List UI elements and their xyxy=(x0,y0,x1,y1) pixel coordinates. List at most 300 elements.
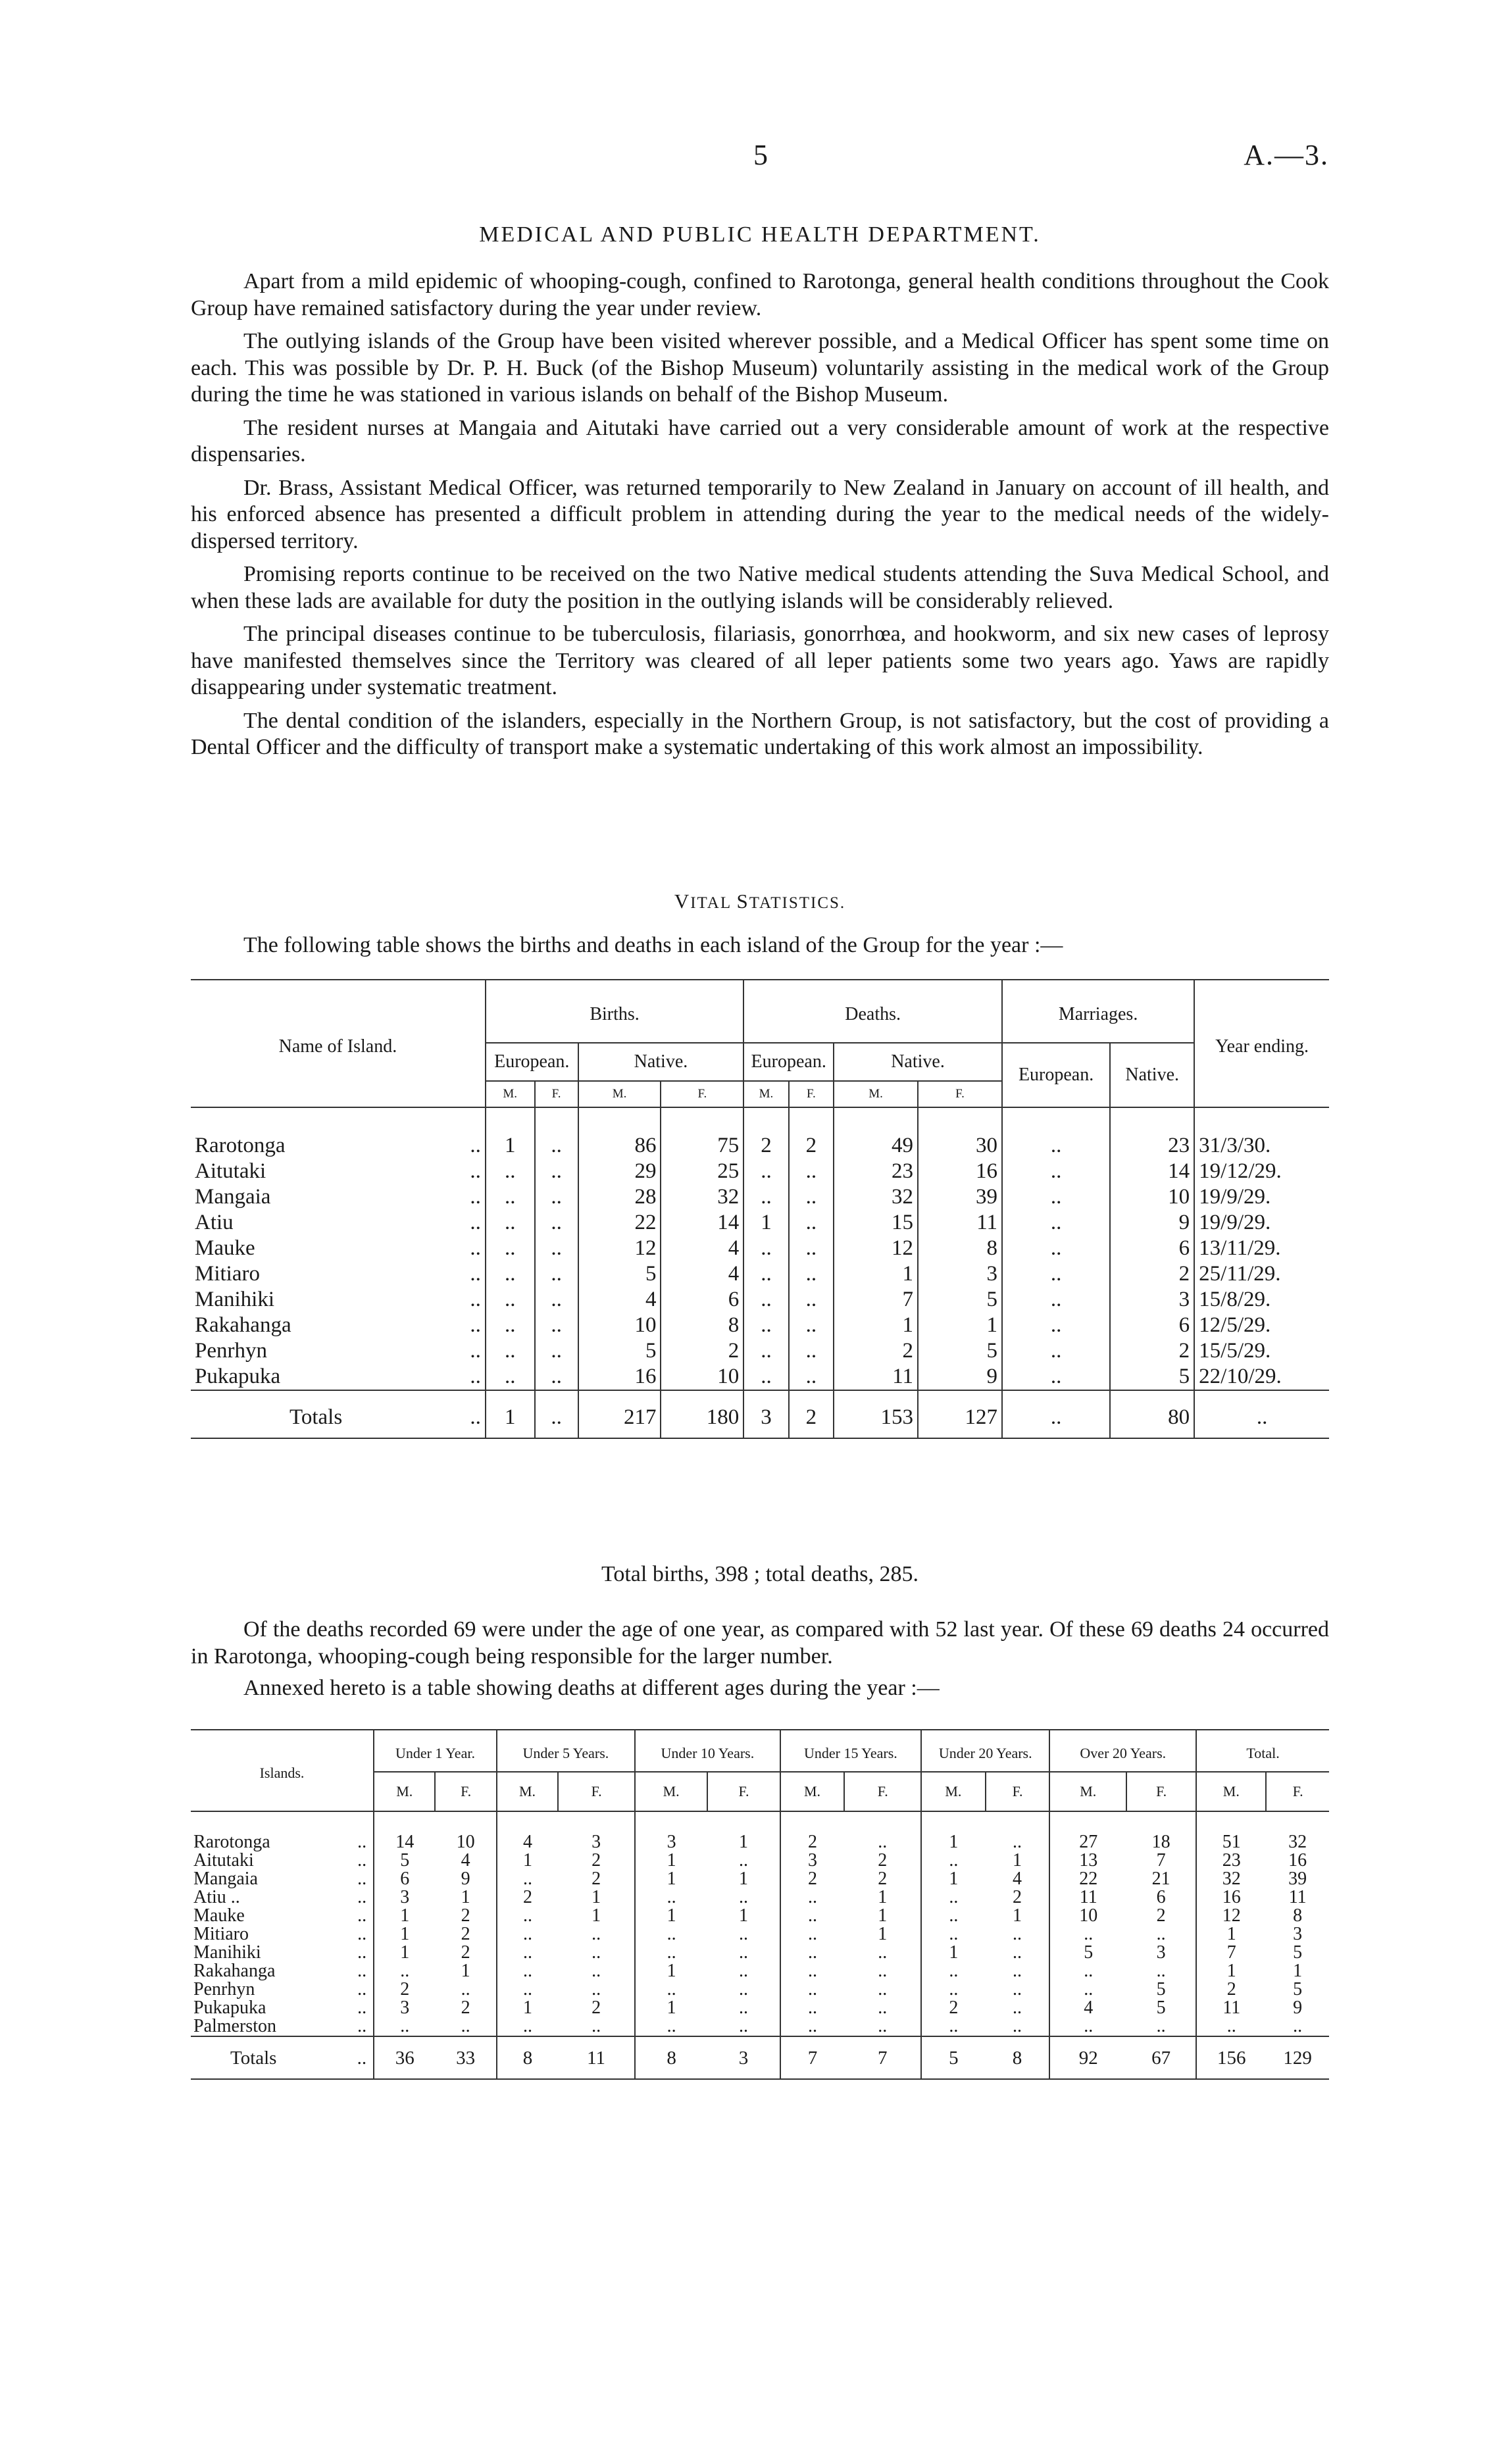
cell: .. xyxy=(789,1210,834,1236)
cell: .. xyxy=(921,1925,986,1944)
cell: .. xyxy=(1002,1236,1110,1261)
cell: 25/11/29. xyxy=(1194,1261,1329,1287)
cell: .. xyxy=(535,1210,578,1236)
cell: .. xyxy=(1013,1832,1022,1852)
cell: .. xyxy=(591,1942,601,1963)
table-row xyxy=(191,1980,1329,1999)
island-name: Mauke .. xyxy=(193,1905,367,1926)
cell: .. xyxy=(1002,1338,1110,1364)
cell: .. xyxy=(1002,1159,1110,1184)
col-deaths-european: European. xyxy=(743,1043,834,1081)
cell: .. xyxy=(486,1364,535,1390)
col-age-group: Under 15 Years. xyxy=(780,1730,921,1772)
cell: .. xyxy=(878,1961,888,1981)
table-row xyxy=(191,1364,1329,1390)
heading-initial: S xyxy=(736,890,749,913)
cell: .. xyxy=(497,1907,558,1925)
cell: .. xyxy=(878,2016,888,2036)
col-m: M. xyxy=(497,1772,558,1811)
col-births: Births. xyxy=(486,980,743,1043)
cell: .. xyxy=(739,2016,749,2036)
cell: 16 xyxy=(918,1159,1002,1184)
cell: .. xyxy=(743,1261,788,1287)
cell: 3 xyxy=(738,2048,749,2069)
cell: 21 xyxy=(1151,1869,1170,1889)
cell: 4 xyxy=(661,1236,743,1261)
cell: 39 xyxy=(1288,1869,1307,1889)
cell: 11 xyxy=(1288,1887,1307,1907)
vital-intro: The following table shows the births and deaths in each island of the Group for the year :— xyxy=(243,933,1063,957)
col-births-european: European. xyxy=(486,1043,578,1081)
col-m: M. xyxy=(921,1772,986,1811)
cell: .. xyxy=(921,1851,986,1870)
cell: .. xyxy=(374,1962,435,1980)
cell: .. xyxy=(743,1287,788,1313)
cell: .. xyxy=(535,1261,578,1287)
col-m: M. xyxy=(780,1772,845,1811)
cell: 1 xyxy=(635,1907,707,1925)
cell: .. xyxy=(635,1980,707,1999)
cell: .. xyxy=(1293,2016,1303,2036)
cell: 8 xyxy=(661,1313,743,1338)
island-name: Mangaia .. xyxy=(195,1185,481,1209)
col-marriages-european: European. xyxy=(1002,1043,1110,1107)
cell: 22 xyxy=(578,1210,661,1236)
cell: 153 xyxy=(834,1390,918,1438)
cell: 2 xyxy=(780,1870,845,1888)
cell: .. xyxy=(635,1888,707,1907)
col-f: F. xyxy=(661,1081,743,1107)
cell: 8 xyxy=(1012,2048,1022,2069)
cell: .. xyxy=(780,1999,845,2017)
island-name: Aitutaki .. xyxy=(195,1159,481,1183)
cell: 10 xyxy=(456,1832,475,1852)
col-islands: Islands. xyxy=(191,1730,374,1811)
cell: 1 xyxy=(374,1907,435,1925)
body-paragraphs xyxy=(191,268,1329,768)
col-m: M. xyxy=(635,1772,707,1811)
cell: 32 xyxy=(1288,1832,1307,1852)
cell: 2 xyxy=(1013,1887,1022,1907)
cell: 6 xyxy=(1110,1236,1194,1261)
cell: 1 xyxy=(921,1811,986,1851)
island-name: Palmerston .. xyxy=(193,2016,367,2036)
cell: .. xyxy=(1049,1925,1126,1944)
cell: 9 xyxy=(918,1364,1002,1390)
cell: 4 xyxy=(461,1850,470,1871)
cell: 1 xyxy=(1196,1962,1266,1980)
cell: .. xyxy=(789,1313,834,1338)
col-age-group: Under 10 Years. xyxy=(635,1730,780,1772)
cell: .. xyxy=(921,1907,986,1925)
totals-label: Totals .. xyxy=(289,1405,481,1429)
cell: .. xyxy=(789,1236,834,1261)
cell: 51 xyxy=(1196,1811,1266,1851)
cell: .. xyxy=(1002,1287,1110,1313)
island-name: Mauke .. xyxy=(195,1236,481,1260)
cell: .. xyxy=(780,1925,845,1944)
cell: .. xyxy=(789,1338,834,1364)
cell: .. xyxy=(743,1313,788,1338)
cell: .. xyxy=(497,1925,558,1944)
cell: 92 xyxy=(1049,2036,1126,2079)
cell: 5 xyxy=(1049,1944,1126,1962)
births-deaths-rows xyxy=(191,1107,1329,1390)
cell: 1 xyxy=(374,1925,435,1944)
cell: 15/8/29. xyxy=(1194,1287,1329,1313)
cell: 19/9/29. xyxy=(1194,1210,1329,1236)
paragraph: Promising reports continue to be received on the two Native medical students attending the Suva Medical School, and when these lads are available for duty the position in the outlying islands will be considerably relieved. xyxy=(191,562,1329,613)
paragraph: The outlying islands of the Group have been visited wherever possible, and a Medical Officer has spent some time on each. This was possible by Dr. P. H. Buck (of the Bishop Museum) voluntarily assisting in the medical work of the Group during the time he was stationed in various islands on behalf of the Bishop Museum. xyxy=(191,329,1329,407)
cell: 14 xyxy=(374,1811,435,1851)
cell: .. xyxy=(635,1925,707,1944)
col-deaths-native: Native. xyxy=(834,1043,1002,1081)
cell: 7 xyxy=(780,2036,845,2079)
table-row xyxy=(191,1210,1329,1236)
page-number: 5 xyxy=(753,139,768,171)
cell: 14 xyxy=(1110,1159,1194,1184)
cell: 30 xyxy=(918,1107,1002,1159)
cell: 1 xyxy=(1293,1961,1303,1981)
document-reference: A.—3. xyxy=(1244,139,1329,171)
col-m: M. xyxy=(374,1772,435,1811)
table-row xyxy=(191,1313,1329,1338)
cell: .. xyxy=(921,2017,986,2036)
cell: 3 xyxy=(918,1261,1002,1287)
cell: .. xyxy=(486,1184,535,1210)
cell: 2 xyxy=(497,1888,558,1907)
cell: 23 xyxy=(1196,1851,1266,1870)
table-row xyxy=(191,1184,1329,1210)
cell: 2 xyxy=(374,1980,435,1999)
cell: 1 xyxy=(635,1851,707,1870)
cell: 16 xyxy=(1288,1850,1307,1871)
cell: .. xyxy=(497,1870,558,1888)
cell: 12/5/29. xyxy=(1194,1313,1329,1338)
cell: 2 xyxy=(461,1905,470,1926)
cell: 19/12/29. xyxy=(1194,1159,1329,1184)
cell: .. xyxy=(535,1107,578,1159)
cell: 31/3/30. xyxy=(1194,1107,1329,1159)
cell: 12 xyxy=(834,1236,918,1261)
cell: .. xyxy=(780,1962,845,1980)
cell: .. xyxy=(1196,2017,1266,2036)
deaths-by-age-table xyxy=(191,1729,1329,2080)
cell: .. xyxy=(497,1944,558,1962)
cell: .. xyxy=(535,1184,578,1210)
cell: .. xyxy=(486,1159,535,1184)
cell: 75 xyxy=(661,1107,743,1159)
cell: .. xyxy=(461,1979,470,1999)
cell: 32 xyxy=(661,1184,743,1210)
cell: 4 xyxy=(661,1261,743,1287)
island-name: Penrhyn .. xyxy=(193,1979,367,1999)
island-name: Mitiaro .. xyxy=(195,1262,481,1286)
heading-rest: TATISTICS. xyxy=(749,894,846,912)
cell: 32 xyxy=(1196,1870,1266,1888)
cell: .. xyxy=(535,1338,578,1364)
cell: 23 xyxy=(1110,1107,1194,1159)
table-row xyxy=(191,1925,1329,1944)
cell: 8 xyxy=(497,2036,558,2079)
cell: 22/10/29. xyxy=(1194,1364,1329,1390)
col-f: F. xyxy=(986,1772,1050,1811)
total-births-deaths: Total births, 398 ; total deaths, 285. xyxy=(601,1562,919,1586)
cell: .. xyxy=(1013,1924,1022,1944)
cell: .. xyxy=(780,1944,845,1962)
cell: 3 xyxy=(1110,1287,1194,1313)
cell: 7 xyxy=(877,2048,888,2069)
cell: 1 xyxy=(878,1924,888,1944)
cell: .. xyxy=(461,2016,470,2036)
cell: 10 xyxy=(1110,1184,1194,1210)
cell: 33 xyxy=(456,2048,476,2069)
section-heading: MEDICAL AND PUBLIC HEALTH DEPARTMENT. xyxy=(479,222,1041,247)
cell: 3 xyxy=(780,1851,845,1870)
cell: .. xyxy=(780,1907,845,1925)
cell: 1 xyxy=(374,1944,435,1962)
island-name: Aitutaki .. xyxy=(193,1850,367,1871)
table-row xyxy=(191,1338,1329,1364)
cell: 29 xyxy=(578,1159,661,1184)
cell: 6 xyxy=(374,1870,435,1888)
cell: 11 xyxy=(834,1364,918,1390)
cell: .. xyxy=(486,1236,535,1261)
table-row xyxy=(191,1236,1329,1261)
cell: 16 xyxy=(1196,1888,1266,1907)
cell: 3 xyxy=(591,1832,601,1852)
island-name: Pukapuka .. xyxy=(195,1365,481,1388)
cell: 1 xyxy=(834,1261,918,1287)
cell: 2 xyxy=(921,1999,986,2017)
cell: .. xyxy=(486,1210,535,1236)
cell: 15 xyxy=(834,1210,918,1236)
col-m: M. xyxy=(1049,1772,1126,1811)
cell: .. xyxy=(635,1944,707,1962)
cell: 39 xyxy=(918,1184,1002,1210)
cell: .. xyxy=(1013,1979,1022,1999)
col-age-group: Under 1 Year. xyxy=(374,1730,497,1772)
cell: .. xyxy=(743,1236,788,1261)
cell: 18 xyxy=(1151,1832,1170,1852)
cell: .. xyxy=(535,1236,578,1261)
island-name: Penrhyn .. xyxy=(195,1339,481,1363)
cell: 9 xyxy=(1110,1210,1194,1236)
cell: 11 xyxy=(1196,1999,1266,2017)
cell: 13/11/29. xyxy=(1194,1236,1329,1261)
cell: .. xyxy=(1002,1390,1110,1438)
cell: .. xyxy=(1002,1261,1110,1287)
cell: 7 xyxy=(834,1287,918,1313)
col-m: M. xyxy=(743,1081,788,1107)
col-age-group: Over 20 Years. xyxy=(1049,1730,1196,1772)
cell: 2 xyxy=(1110,1338,1194,1364)
cell: 14 xyxy=(661,1210,743,1236)
cell: 49 xyxy=(834,1107,918,1159)
cell: 3 xyxy=(374,1888,435,1907)
cell: 6 xyxy=(1110,1313,1194,1338)
cell: 3 xyxy=(1156,1942,1166,1963)
cell: 2 xyxy=(591,1869,601,1889)
island-name: Rarotonga .. xyxy=(193,1832,367,1852)
cell: 22 xyxy=(1049,1870,1126,1888)
cell: 11 xyxy=(1049,1888,1126,1907)
cell: 2 xyxy=(1156,1905,1166,1926)
cell: 8 xyxy=(635,2036,707,2079)
table-row xyxy=(191,1851,1329,1870)
cell: .. xyxy=(535,1364,578,1390)
cell: .. xyxy=(1002,1184,1110,1210)
cell: .. xyxy=(921,1888,986,1907)
cell: 1 xyxy=(739,1832,749,1852)
cell: 1 xyxy=(739,1869,749,1889)
island-name: Atiu .. xyxy=(195,1211,481,1234)
cell: .. xyxy=(486,1287,535,1313)
cell: 11 xyxy=(918,1210,1002,1236)
cell: 5 xyxy=(578,1261,661,1287)
cell: 4 xyxy=(1013,1869,1022,1889)
age-paragraphs xyxy=(191,1617,1329,1707)
totals-row xyxy=(191,2036,1329,2079)
cell: 1 xyxy=(591,1905,601,1926)
cell: 1 xyxy=(878,1887,888,1907)
cell: 127 xyxy=(918,1390,1002,1438)
cell: 1 xyxy=(497,1851,558,1870)
cell: .. xyxy=(1013,2016,1022,2036)
cell: 11 xyxy=(587,2048,606,2069)
totals-label: Totals .. xyxy=(230,2048,367,2069)
cell: 1 xyxy=(921,1944,986,1962)
cell: .. xyxy=(1002,1107,1110,1159)
cell: .. xyxy=(739,1850,749,1871)
col-f: F. xyxy=(435,1772,496,1811)
col-f: F. xyxy=(789,1081,834,1107)
heading-rest: ITAL xyxy=(690,894,737,912)
cell: 2 xyxy=(591,1998,601,2018)
vital-statistics-heading xyxy=(191,890,1329,913)
cell: 10 xyxy=(661,1364,743,1390)
col-m: M. xyxy=(1196,1772,1266,1811)
cell: .. xyxy=(635,2017,707,2036)
cell: 2 xyxy=(591,1850,601,1871)
cell: .. xyxy=(878,1979,888,1999)
col-f: F. xyxy=(535,1081,578,1107)
paragraph: The dental condition of the islanders, especially in the Northern Group, is not satisfactory, but the cost of providing a Dental Officer and the difficulty of transport make a systematic undertaking of this work almost an impossibility. xyxy=(191,708,1329,759)
cell: .. xyxy=(743,1184,788,1210)
cell: 5 xyxy=(374,1851,435,1870)
cell: .. xyxy=(1049,1980,1126,1999)
island-name: Rarotonga .. xyxy=(195,1134,481,1157)
cell: 16 xyxy=(578,1364,661,1390)
cell: .. xyxy=(878,1942,888,1963)
cell: 86 xyxy=(578,1107,661,1159)
cell: 5 xyxy=(1293,1942,1303,1963)
cell: 2 xyxy=(780,1811,845,1851)
cell: 1 xyxy=(1013,1905,1022,1926)
cell: 3 xyxy=(374,1999,435,2017)
cell: 1 xyxy=(921,1870,986,1888)
cell: 4 xyxy=(1049,1999,1126,2017)
cell: 1 xyxy=(918,1313,1002,1338)
cell: 23 xyxy=(834,1159,918,1184)
cell: 25 xyxy=(661,1159,743,1184)
cell: 32 xyxy=(834,1184,918,1210)
cell: 1 xyxy=(834,1313,918,1338)
cell: 3 xyxy=(743,1390,788,1438)
cell: .. xyxy=(1049,2017,1126,2036)
cell: .. xyxy=(535,1159,578,1184)
cell: .. xyxy=(1002,1364,1110,1390)
cell: .. xyxy=(743,1338,788,1364)
cell: .. xyxy=(486,1261,535,1287)
col-m: M. xyxy=(834,1081,918,1107)
cell: 2 xyxy=(461,1942,470,1963)
cell: 27 xyxy=(1049,1811,1126,1851)
cell: .. xyxy=(1013,1942,1022,1963)
table-row xyxy=(191,1107,1329,1159)
cell: 5 xyxy=(1110,1364,1194,1390)
cell: 36 xyxy=(374,2036,435,2079)
cell: .. xyxy=(739,1961,749,1981)
table-row xyxy=(191,1999,1329,2017)
cell: .. xyxy=(789,1364,834,1390)
cell: 2 xyxy=(878,1850,888,1871)
cell: .. xyxy=(739,1924,749,1944)
cell: 19/9/29. xyxy=(1194,1184,1329,1210)
cell: .. xyxy=(739,1942,749,1963)
cell: 9 xyxy=(1293,1998,1303,2018)
cell: .. xyxy=(591,1979,601,1999)
table-row xyxy=(191,1907,1329,1925)
totals-row xyxy=(191,1390,1329,1438)
cell: 1 xyxy=(461,1961,470,1981)
cell: .. xyxy=(486,1338,535,1364)
cell: .. xyxy=(739,1998,749,2018)
table-row xyxy=(191,1870,1329,1888)
heading-initial: V xyxy=(674,890,691,913)
cell: 129 xyxy=(1283,2048,1312,2069)
cell: .. xyxy=(878,1832,888,1852)
cell: .. xyxy=(497,2017,558,2036)
col-age-group: Total. xyxy=(1196,1730,1329,1772)
table-row xyxy=(191,1944,1329,1962)
cell: 12 xyxy=(578,1236,661,1261)
cell: 1 xyxy=(635,1999,707,2017)
cell: .. xyxy=(789,1184,834,1210)
table-row xyxy=(191,1287,1329,1313)
cell: .. xyxy=(1002,1210,1110,1236)
cell: 7 xyxy=(1156,1850,1166,1871)
cell: .. xyxy=(1013,1961,1022,1981)
paragraph: Dr. Brass, Assistant Medical Officer, was returned temporarily to New Zealand in January on account of ill health, and his enforced absence has presented a difficult problem in attending during the year to the medical needs of the widely-dispersed territory. xyxy=(191,475,1329,553)
cell: .. xyxy=(780,1888,845,1907)
cell: 1 xyxy=(1196,1925,1266,1944)
age-group-header-row xyxy=(191,1730,1329,1772)
cell: .. xyxy=(921,1980,986,1999)
island-name: Mangaia .. xyxy=(193,1869,367,1889)
cell: 8 xyxy=(918,1236,1002,1261)
cell: 1 xyxy=(743,1210,788,1236)
cell: .. xyxy=(739,1887,749,1907)
island-name: Pukapuka .. xyxy=(193,1998,367,2018)
col-f: F. xyxy=(707,1772,780,1811)
table-row xyxy=(191,1888,1329,1907)
cell: 217 xyxy=(578,1390,661,1438)
cell: 2 xyxy=(743,1107,788,1159)
island-name: Mitiaro .. xyxy=(193,1924,367,1944)
cell: .. xyxy=(1156,2016,1166,2036)
cell: 67 xyxy=(1151,2048,1171,2069)
